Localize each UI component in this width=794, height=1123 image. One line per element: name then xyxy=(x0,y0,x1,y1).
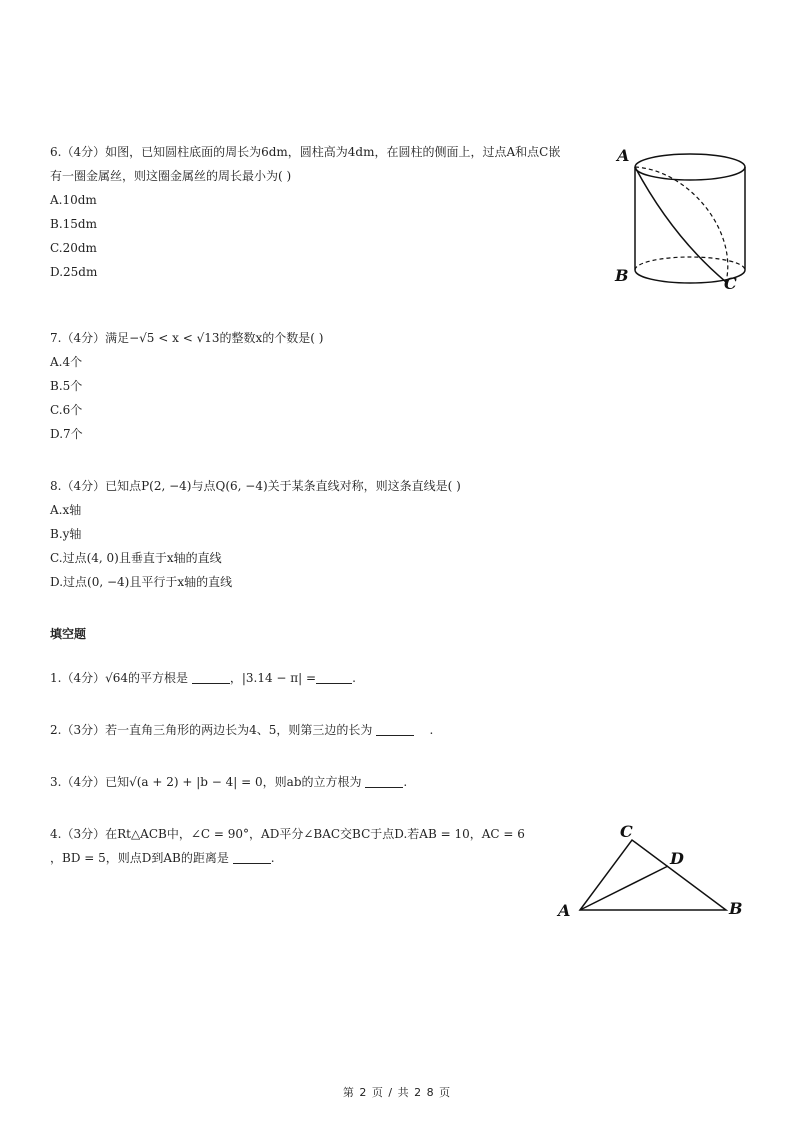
q7-option-d: D.7个 xyxy=(50,427,83,441)
q8-number: 8.（4分） xyxy=(50,479,106,493)
triangle-figure xyxy=(552,818,752,928)
f1-stem-c: . xyxy=(352,671,356,685)
q7-option-b: B.5个 xyxy=(50,379,83,393)
q7-option-c: C.6个 xyxy=(50,403,83,417)
f2-number: 2.（3分） xyxy=(50,723,106,737)
f2-answer-blank[interactable] xyxy=(376,721,414,736)
q6-stem-line1: 如图，已知圆柱底面的周长为6dm，圆柱高为4dm，在圆柱的侧面上，过点A和点C嵌 xyxy=(105,145,561,159)
fill-question-2 xyxy=(50,718,610,742)
cylinder-figure xyxy=(608,140,758,300)
q6-number: 6.（4分） xyxy=(50,145,106,159)
fill-question-1 xyxy=(50,666,610,690)
wire-front-path xyxy=(635,167,726,282)
q6-option-c: C.20dm xyxy=(50,241,97,255)
cylinder-top-ellipse xyxy=(635,154,745,180)
q6-stem-line2: 有一圈金属丝，则这圈金属丝的周长最小为( ) xyxy=(50,169,292,183)
q8-option-d: D.过点(0, −4)且平行于x轴的直线 xyxy=(50,575,233,589)
f3-stem-a: 已知√(a + 2) + |b − 4| = 0，则ab的立方根为 xyxy=(105,775,362,789)
label-c: C xyxy=(620,822,633,841)
label-b: B xyxy=(615,266,629,285)
f3-answer-blank[interactable] xyxy=(365,773,403,788)
label-a: A xyxy=(617,146,630,165)
f4-stem-line2: ，BD = 5，则点D到AB的距离是 xyxy=(50,851,229,865)
question-7 xyxy=(50,326,610,446)
f1-answer-blank-2[interactable] xyxy=(316,669,352,684)
f1-answer-blank-1[interactable] xyxy=(192,669,230,684)
q6-option-d: D.25dm xyxy=(50,265,98,279)
segment-ad xyxy=(580,866,668,910)
f3-number: 3.（4分） xyxy=(50,775,106,789)
f4-stem-line1: 在Rt△ACB中，∠C = 90°，AD平分∠BAC交BC于点D.若AB = 10，AC = 6 xyxy=(105,827,525,841)
f4-number: 4.（3分） xyxy=(50,827,106,841)
fill-question-4 xyxy=(50,822,560,870)
q6-option-a: A.10dm xyxy=(50,193,97,207)
fill-question-3 xyxy=(50,770,610,794)
question-8 xyxy=(50,474,610,594)
q8-option-c: C.过点(4, 0)且垂直于x轴的直线 xyxy=(50,551,222,565)
f1-stem-a: √64的平方根是 xyxy=(105,671,189,685)
f1-stem-b: ，|3.14 − π| = xyxy=(229,671,317,685)
label-c: C xyxy=(724,274,737,293)
f1-number: 1.（4分） xyxy=(50,671,106,685)
section-title-fill-blank: 填空题 xyxy=(50,627,87,641)
wire-back-path xyxy=(635,167,728,282)
label-d: D xyxy=(670,849,684,868)
f4-stem-end: . xyxy=(270,851,275,865)
q8-stem: 已知点P(2, −4)与点Q(6, −4)关于某条直线对称，则这条直线是( ) xyxy=(105,479,461,493)
q8-option-a: A.x轴 xyxy=(50,503,82,517)
page-footer: 第 2 页 / 共 2 8 页 xyxy=(342,1086,452,1099)
question-6 xyxy=(50,140,610,284)
q6-option-b: B.15dm xyxy=(50,217,97,231)
f2-stem-b: . xyxy=(429,723,434,737)
q8-option-b: B.y轴 xyxy=(50,527,82,541)
q7-number: 7.（4分） xyxy=(50,331,106,345)
cylinder-bottom-back xyxy=(635,257,745,270)
f2-stem-a: 若一直角三角形的两边长为4、5，则第三边的长为 xyxy=(105,723,373,737)
q7-option-a: A.4个 xyxy=(50,355,83,369)
q7-stem: 满足−√5 < x < √13的整数x的个数是( ) xyxy=(105,331,324,345)
f3-stem-b: . xyxy=(403,775,408,789)
f4-answer-blank[interactable] xyxy=(233,849,271,864)
label-b: B xyxy=(729,899,743,918)
label-a: A xyxy=(558,901,571,920)
